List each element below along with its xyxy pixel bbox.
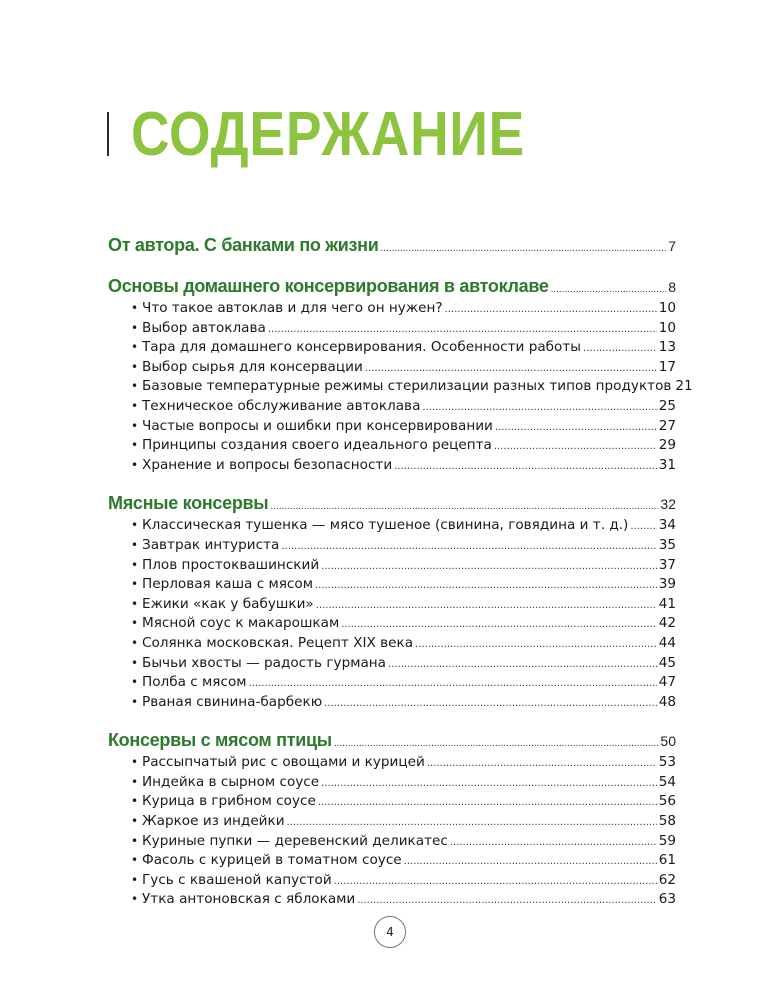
toc-entry[interactable] — [108, 693, 676, 713]
bullet-icon: • — [131, 814, 139, 829]
bullet-icon: • — [131, 794, 139, 809]
toc-entry-page: 48 — [658, 693, 676, 710]
toc-entry-title: Курица в грибном соусе — [142, 793, 316, 810]
toc-entry-title: Бычьи хвосты — радость гурмана — [142, 654, 387, 671]
bullet-icon: • — [131, 577, 139, 592]
toc-entry-page: 59 — [658, 832, 676, 849]
bullet-icon: • — [131, 398, 139, 413]
bullet-icon: • — [131, 301, 139, 315]
toc-entry-title: Утка антоновская с яблоками — [142, 891, 356, 908]
toc-entry-title: Частые вопросы и ошибки при консервировании — [142, 417, 493, 434]
toc-entry-title: Перловая каша с мясом — [142, 576, 313, 593]
bullet-icon: • — [131, 359, 139, 374]
toc-entry-page: 17 — [658, 358, 676, 375]
toc-entry[interactable] — [108, 832, 676, 852]
toc-leader-dots — [249, 674, 657, 694]
title-accent-bar — [107, 112, 109, 156]
toc-entry-title: Плов простоквашинский — [142, 556, 320, 573]
toc-entry-page: 53 — [658, 754, 676, 771]
bullet-icon: • — [131, 438, 139, 453]
toc-entry[interactable] — [108, 654, 676, 674]
toc-entry[interactable] — [108, 377, 693, 397]
toc-entry-title: Ежики «как у бабушки» — [142, 595, 314, 612]
toc-entry-page: 42 — [658, 615, 676, 632]
toc-entry-title: Базовые температурные режимы стерилизации разных типов продуктов — [142, 378, 672, 395]
toc-entry-page: 62 — [658, 871, 676, 888]
toc-entry[interactable] — [108, 851, 676, 871]
toc-leader-dots — [427, 754, 657, 774]
toc-leader-dots — [268, 320, 657, 340]
toc-entry-title: Что такое автоклав и для чего он нужен? — [142, 300, 443, 316]
bullet-icon: • — [131, 833, 139, 848]
page-number-badge: 4 — [374, 916, 406, 948]
toc-section — [108, 232, 676, 258]
toc-section-title: Мясные консервы — [108, 493, 269, 514]
toc-section — [108, 490, 676, 712]
bullet-icon: • — [131, 418, 139, 433]
toc-entry[interactable] — [108, 417, 676, 437]
toc-entry-title: Завтрак интуриста — [142, 536, 280, 553]
bullet-icon: • — [131, 872, 139, 887]
toc-entry[interactable] — [108, 299, 676, 319]
toc-entry-page: 10 — [658, 300, 676, 316]
toc-entry-title: Выбор автоклава — [142, 319, 266, 336]
bullet-icon: • — [131, 774, 139, 789]
bullet-icon: • — [131, 694, 139, 709]
toc-leader-dots — [394, 457, 656, 477]
toc-entry[interactable] — [108, 595, 676, 615]
toc-entry[interactable] — [108, 456, 676, 476]
toc-section-title: От автора. С банками по жизни — [108, 235, 379, 255]
toc-leader-dots — [341, 615, 656, 635]
bullet-icon: • — [131, 557, 139, 572]
toc-entry-page: 35 — [658, 536, 676, 553]
toc-entry-title: Выбор сырья для консервации — [142, 358, 363, 375]
bullet-icon: • — [131, 655, 139, 670]
toc-entry[interactable] — [108, 773, 676, 793]
toc-leader-dots — [321, 774, 657, 794]
toc-entry-title: Гусь с квашеной капустой — [142, 871, 332, 888]
toc-entry-title: Тара для домашнего консервирования. Особенности работы — [142, 339, 582, 356]
toc-entry-page: 31 — [658, 456, 676, 473]
toc-entry-page: 29 — [658, 437, 676, 454]
toc-entry-page: 13 — [658, 339, 676, 356]
toc-leader-dots — [365, 359, 657, 379]
toc-leader-dots — [318, 793, 657, 813]
toc-entry-page: 10 — [658, 319, 676, 336]
toc-entry[interactable] — [108, 792, 676, 812]
bullet-icon: • — [131, 853, 139, 868]
toc-section-heading[interactable] — [108, 490, 676, 516]
toc-entry-title: Жаркое из индейки — [142, 813, 285, 830]
toc-leader-dots — [415, 635, 657, 655]
toc-entry-page: 34 — [658, 517, 676, 534]
toc-leader-dots — [388, 655, 657, 675]
toc-entry[interactable] — [108, 338, 676, 358]
bullet-icon: • — [131, 755, 139, 770]
toc-section-heading[interactable] — [108, 232, 676, 258]
bullet-icon: • — [131, 320, 139, 335]
toc-entry-page: 54 — [658, 773, 676, 790]
toc-entry-title: Классическая тушенка — мясо тушеное (свинина, говядина и т. д.) — [142, 517, 629, 534]
toc-entry-page: 47 — [658, 674, 676, 691]
bullet-icon: • — [131, 518, 139, 533]
toc-leader-dots — [422, 398, 656, 418]
toc-leader-dots — [316, 596, 657, 616]
toc-entry[interactable] — [108, 575, 676, 595]
toc-entry[interactable] — [108, 634, 676, 654]
table-of-contents — [108, 232, 693, 925]
toc-section-page: 7 — [668, 238, 676, 254]
toc-section-page: 8 — [668, 279, 676, 295]
toc-entry-title: Принципы создания своего идеального рецепта — [142, 437, 492, 454]
bullet-icon: • — [131, 537, 139, 552]
toc-entry-title: Мясной соус к макарошкам — [142, 615, 340, 632]
toc-entry-page: 21 — [675, 378, 693, 395]
toc-entry-title: Фасоль с курицей в томатном соусе — [142, 852, 402, 869]
toc-section-heading[interactable] — [108, 273, 676, 299]
page-title: СОДЕРЖАНИЕ — [131, 100, 526, 169]
toc-leader-dots — [321, 557, 657, 577]
toc-entry-title: Рваная свинина-барбекю — [142, 693, 323, 710]
toc-entry-page: 41 — [658, 595, 676, 612]
toc-entry-page: 58 — [658, 813, 676, 830]
toc-section-heading[interactable] — [108, 727, 676, 753]
toc-leader-dots — [450, 833, 657, 853]
toc-entry[interactable] — [108, 614, 676, 634]
toc-leader-dots — [357, 891, 656, 911]
toc-section-page: 32 — [660, 496, 676, 513]
bullet-icon: • — [131, 457, 139, 472]
toc-entry-page: 63 — [658, 891, 676, 908]
toc-entry-title: Куриные пупки — деревенский деликатес — [142, 832, 448, 849]
toc-entry-page: 45 — [658, 654, 676, 671]
toc-entry[interactable] — [108, 536, 676, 556]
toc-entry-title: Техническое обслуживание автоклава — [142, 397, 421, 414]
toc-section-page: 50 — [660, 733, 676, 750]
toc-entry-title: Рассыпчатый рис с овощами и курицей — [142, 754, 425, 771]
toc-leader-dots — [281, 537, 656, 557]
toc-entry[interactable] — [108, 516, 676, 536]
toc-entry[interactable] — [108, 397, 676, 417]
toc-entry[interactable] — [108, 319, 676, 339]
bullet-icon: • — [131, 892, 139, 907]
bullet-icon: • — [131, 379, 139, 394]
toc-section — [108, 727, 676, 910]
toc-entry-page: 61 — [658, 852, 676, 869]
toc-leader-dots — [404, 852, 657, 872]
toc-entry[interactable] — [108, 436, 676, 456]
toc-entry-title: Индейка в сырном соусе — [142, 773, 320, 790]
bullet-icon: • — [131, 635, 139, 650]
toc-entry[interactable] — [108, 556, 676, 576]
toc-entry-page: 44 — [658, 634, 676, 651]
toc-leader-dots — [583, 339, 657, 359]
toc-entry-title: Хранение и вопросы безопасности — [142, 456, 393, 473]
toc-entry[interactable] — [108, 673, 676, 693]
toc-leader-dots — [630, 517, 656, 537]
toc-entry[interactable] — [108, 358, 676, 378]
toc-section-title: Консервы с мясом птицы — [108, 730, 332, 751]
toc-leader-dots — [287, 813, 657, 833]
toc-entry-title: Полба с мясом — [142, 674, 247, 691]
bullet-icon: • — [131, 596, 139, 611]
toc-leader-dots — [494, 437, 657, 457]
toc-leader-dots — [381, 236, 667, 262]
toc-entry-page: 25 — [658, 397, 676, 414]
toc-entry-page: 56 — [658, 793, 676, 810]
toc-leader-dots — [495, 418, 657, 438]
toc-section-title: Основы домашнего консервирования в автоклаве — [108, 276, 549, 296]
toc-entry[interactable] — [108, 812, 676, 832]
bullet-icon: • — [131, 616, 139, 631]
toc-entry-page: 27 — [658, 417, 676, 434]
toc-entry[interactable] — [108, 890, 676, 910]
toc-entry[interactable] — [108, 753, 676, 773]
toc-leader-dots — [334, 872, 657, 892]
toc-entry-title: Солянка московская. Рецепт XIX века — [142, 634, 414, 651]
toc-entry[interactable] — [108, 871, 676, 891]
toc-leader-dots — [315, 576, 657, 596]
toc-entry-page: 37 — [658, 556, 676, 573]
toc-section — [108, 273, 693, 475]
toc-leader-dots — [445, 300, 657, 320]
toc-entry-page: 39 — [658, 576, 676, 593]
toc-leader-dots — [324, 694, 657, 714]
bullet-icon: • — [131, 675, 139, 690]
bullet-icon: • — [131, 340, 139, 355]
